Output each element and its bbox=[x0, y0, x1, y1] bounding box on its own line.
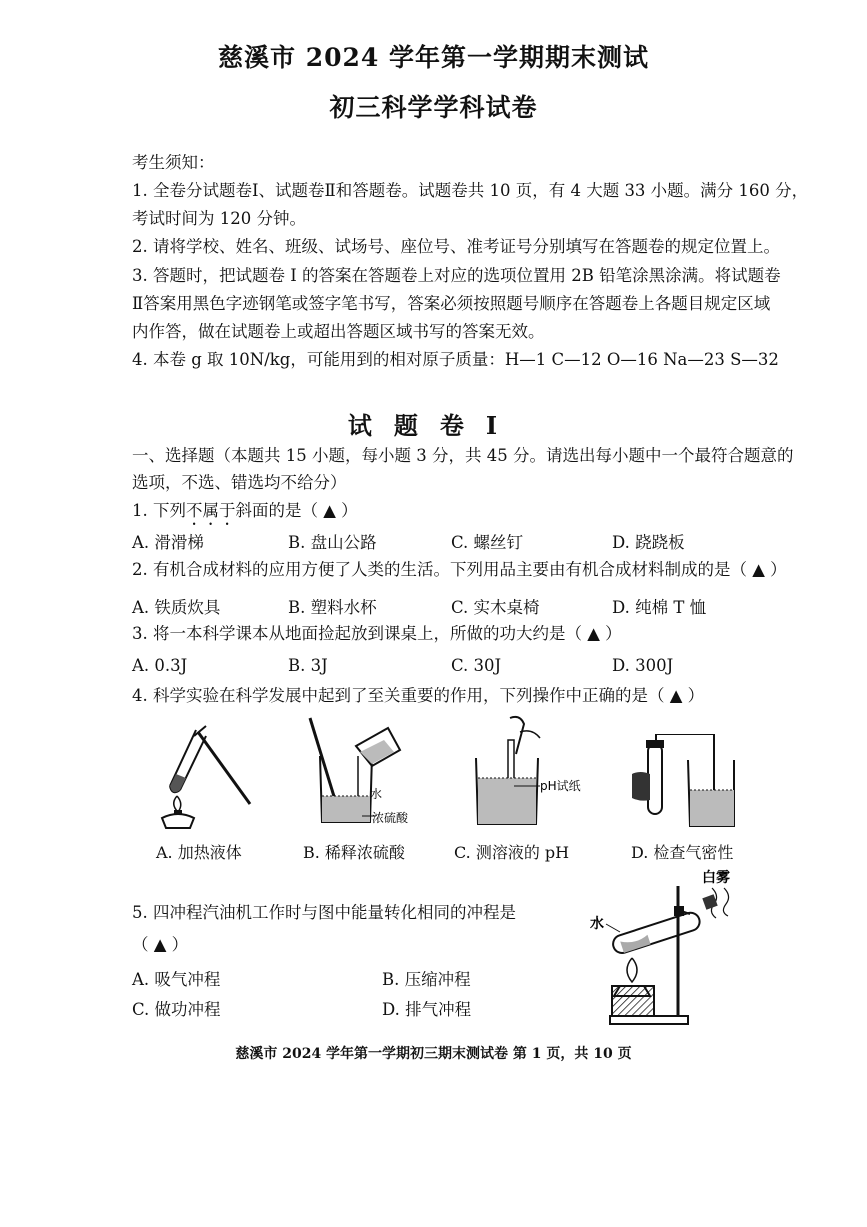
question-4-stem: 4. 科学实验在科学发展中起到了至关重要的作用，下列操作中正确的是（ ▲ ） bbox=[132, 686, 705, 705]
page-title: 慈溪市 2024 学年第一学期期末测试 bbox=[218, 43, 649, 72]
section-intro: 一、选择题（本题共 15 小题，每小题 3 分，共 45 分。请选出每小题中一个最符合题意的 bbox=[132, 446, 794, 465]
figure-d-caption: D. 检查气密性 bbox=[631, 843, 734, 862]
notice-line: Ⅱ答案用黑色字迹钢笔或签字笔书写，答案必须按照题号顺序在答题卷上各题目规定区域 bbox=[132, 294, 771, 313]
notice-line: 考试时间为 120 分钟。 bbox=[132, 209, 306, 228]
figure-c-caption: C. 测溶液的 pH bbox=[454, 843, 570, 862]
figure-a-caption: A. 加热液体 bbox=[156, 843, 242, 862]
q3-option-b: B. 3J bbox=[288, 656, 328, 675]
figure-airtightness bbox=[630, 734, 736, 830]
notice-line: 内作答，做在试题卷上或超出答题区域书写的答案无效。 bbox=[132, 322, 545, 341]
notice-heading: 考生须知： bbox=[132, 153, 215, 172]
page-footer: 慈溪市 2024 学年第一学期初三期末测试卷 第 1 页，共 10 页 bbox=[235, 1046, 632, 1062]
q3-option-d: D. 300J bbox=[612, 656, 674, 675]
q2-option-b: B. 塑料水杯 bbox=[288, 598, 377, 617]
water-label: 水 bbox=[370, 787, 383, 801]
q2-option-d: D. 纯棉 T 恤 bbox=[612, 598, 707, 617]
ph-paper-label: pH试纸 bbox=[540, 779, 581, 793]
q1-option-c: C. 螺丝钉 bbox=[451, 533, 524, 552]
question-1-stem bbox=[132, 501, 358, 529]
question-5-stem-cont: （ ▲ ） bbox=[132, 935, 189, 954]
q5-option-d: D. 排气冲程 bbox=[382, 1000, 472, 1019]
water-label-q5: 水 bbox=[590, 916, 604, 932]
page-subtitle: 初三科学学科试卷 bbox=[329, 93, 538, 122]
stem-part: 斜面的是（ ▲ ） bbox=[235, 501, 358, 520]
figure-steam-cork bbox=[590, 866, 755, 1032]
q2-option-c: C. 实木桌椅 bbox=[451, 598, 540, 617]
question-3-stem: 3. 将一本科学课本从地面捡起放到课桌上，所做的功大约是（ ▲ ） bbox=[132, 624, 622, 643]
notice-line: 1. 全卷分试题卷Ⅰ、试题卷Ⅱ和答题卷。试题卷共 10 页，有 4 大题 33 小题。满分 160 分， bbox=[132, 181, 809, 200]
acid-label: 浓硫酸 bbox=[372, 811, 409, 825]
q1-option-a: A. 滑滑梯 bbox=[132, 533, 204, 552]
q3-option-a: A. 0.3J bbox=[132, 656, 188, 675]
q5-option-b: B. 压缩冲程 bbox=[382, 970, 471, 989]
emphasis-text: 不属于 bbox=[186, 501, 236, 520]
fog-label: 白雾 bbox=[702, 870, 730, 886]
section-title: 试题卷Ⅰ bbox=[347, 411, 520, 440]
question-5-stem: 5. 四冲程汽油机工作时与图中能量转化相同的冲程是 bbox=[132, 903, 516, 922]
q1-option-d: D. 跷跷板 bbox=[612, 533, 685, 552]
notice-line: 3. 答题时，把试题卷 I 的答案在答题卷上对应的选项位置用 2B 铅笔涂黑涂满。将试题卷 bbox=[132, 266, 781, 285]
stem-part: 1. 下列 bbox=[132, 501, 186, 520]
question-2-stem: 2. 有机合成材料的应用方便了人类的生活。下列用品主要由有机合成材料制成的是（ ▲ ） bbox=[132, 560, 787, 579]
figure-dilute-acid bbox=[300, 716, 420, 832]
notice-line: 4. 本卷 g 取 10N/kg，可能用到的相对原子质量：H—1 C—12 O—16 Na—23 S—32 bbox=[132, 350, 779, 369]
q5-option-a: A. 吸气冲程 bbox=[132, 970, 221, 989]
q3-option-c: C. 30J bbox=[451, 656, 502, 675]
q2-option-a: A. 铁质炊具 bbox=[132, 598, 221, 617]
figure-heating-liquid bbox=[150, 718, 260, 830]
figure-measure-ph bbox=[470, 714, 590, 832]
figure-b-caption: B. 稀释浓硫酸 bbox=[303, 843, 405, 862]
section-intro: 选项，不选、错选均不给分） bbox=[132, 473, 347, 492]
q5-option-c: C. 做功冲程 bbox=[132, 1000, 221, 1019]
q1-option-b: B. 盘山公路 bbox=[288, 533, 377, 552]
notice-line: 2. 请将学校、姓名、班级、试场号、座位号、准考证号分别填写在答题卷的规定位置上。 bbox=[132, 237, 780, 256]
